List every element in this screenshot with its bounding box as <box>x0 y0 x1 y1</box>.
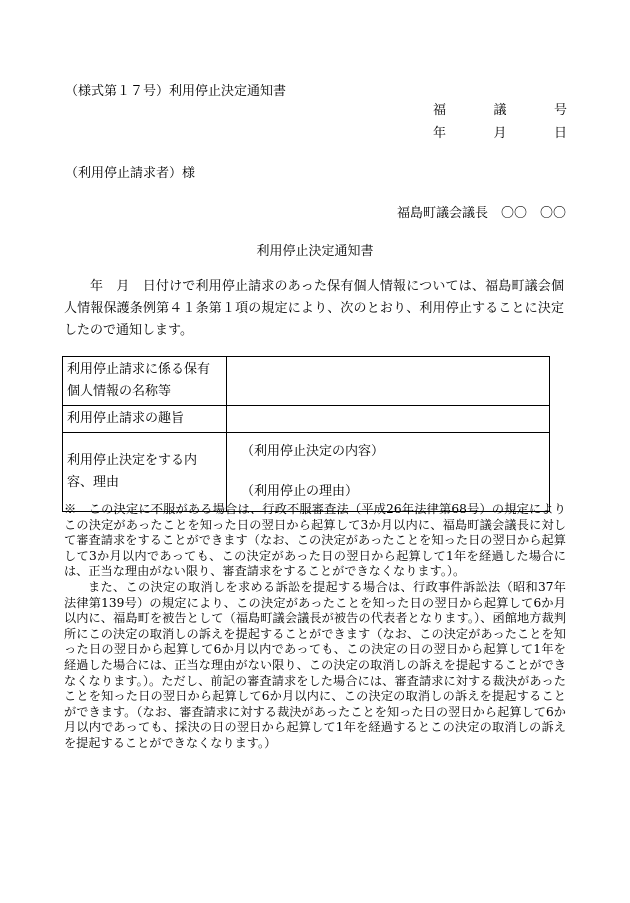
docno-prefix: 福 <box>433 103 447 118</box>
sender: 福島町議会議長 〇〇 〇〇 <box>396 206 566 221</box>
document-number <box>433 99 567 118</box>
decision-reason: （利用停止の理由） <box>241 484 359 499</box>
info-table <box>62 356 550 512</box>
docno-middle: 議 <box>493 103 507 118</box>
row-value-decision <box>227 433 550 512</box>
note-appeal: ※ この決定に不服がある場合は、行政不服審査法（平成26年法律第68号）の規定によりこの決定があったことを知った日の翌日から起算して3か月以内に、福島町議会議長に対して審査請求をすることができます（なお、この決定があったことを知った日の翌日から起算して3か月以内であっても、この決定があった日の翌日から起算して1年を経過した場合には、正当な理由がない限り、審査請求をすることができなくなります。）。 <box>64 502 566 579</box>
row-label-target-info: 利用停止請求に係る保有個人情報の名称等 <box>63 357 227 406</box>
date-year: 年 <box>433 126 447 141</box>
docno-suffix: 号 <box>553 103 567 118</box>
form-label: （様式第１７号）利用停止決定通知書 <box>65 84 287 99</box>
table-row <box>63 357 550 406</box>
document-title: 利用停止決定通知書 <box>256 244 374 259</box>
notes <box>64 502 566 752</box>
decision-content: （利用停止決定の内容） <box>241 444 385 459</box>
row-value-target-info <box>227 357 550 406</box>
document-date <box>433 122 567 141</box>
intro-paragraph: 年 月 日付けで利用停止請求のあった保有個人情報については、福島町議会個人情報保護条例第４１条第１項の規定により、次のとおり、利用停止することに決定したので通知します。 <box>64 279 564 338</box>
note-lawsuit: また、この決定の取消しを求める訴訟を提起する場合は、行政事件訴訟法（昭和37年法律第139号）の規定により、この決定があったことを知った日の翌日から起算して6か月以内に、福島町を被告として（福島町議会議長が被告の代表者となります。）、函館地方裁判所にこの決定の取消しの訴えを提起することができます（なお、この決定があったことを知った日の翌日から起算して6か月以内であっても、この決定の日の翌日から起算して1年を経過した場合には、正当な理由がない限り、この決定の取消しの訴えを提起することができなくなります。）。ただし、前記の審査請求をした場合には、審査請求に対する裁決があったことを知った日の翌日から起算して6か月以内に、この決定の取消しの訴えを提起することができます。（なお、審査請求に対する裁決があったことを知った日の翌日から起算して6か月以内であっても、採決の日の翌日から起算して1年を経過するとこの決定の取消しの訴えを提起することができなくなります。） <box>64 579 566 750</box>
table-row <box>63 433 550 512</box>
recipient: （利用停止請求者）様 <box>65 166 196 181</box>
table-row <box>63 406 550 433</box>
date-month: 月 <box>493 126 507 141</box>
row-label-decision: 利用停止決定をする内容、理由 <box>63 433 227 512</box>
row-label-request-purpose: 利用停止請求の趣旨 <box>63 406 227 433</box>
row-value-request-purpose <box>227 406 550 433</box>
date-day: 日 <box>553 126 567 141</box>
